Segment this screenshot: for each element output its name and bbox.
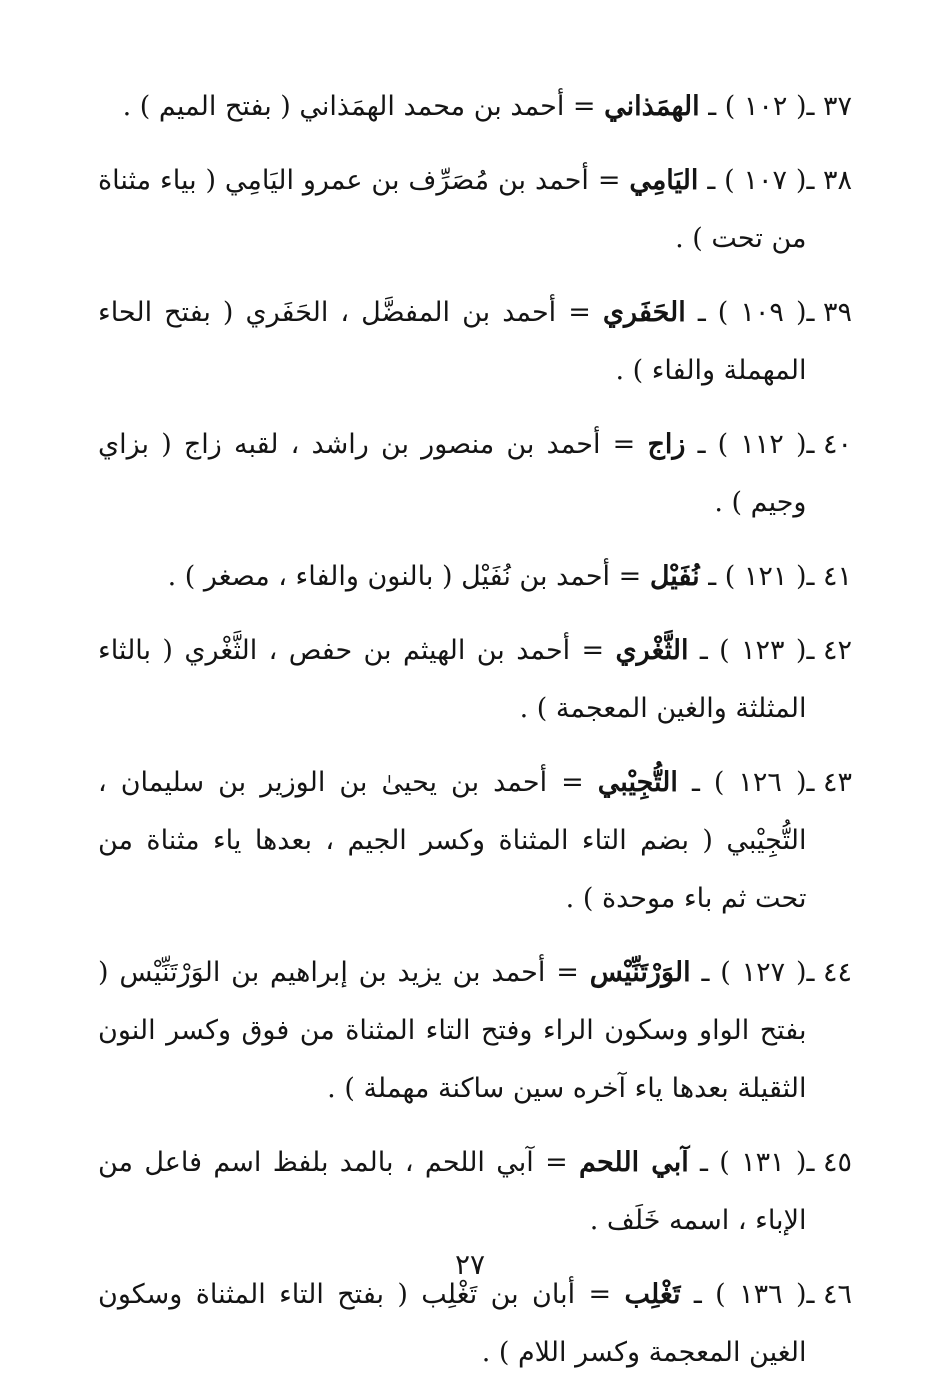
entry-name: زاج — [647, 429, 686, 460]
entry-body — [98, 78, 806, 136]
entry-number: ٤٣ ـ — [806, 767, 852, 798]
entry-43 — [98, 754, 852, 928]
entry-body — [98, 1134, 806, 1250]
entry-reference: ( ١١٢ ) ـ — [697, 429, 807, 460]
entry-text: = أحمد بن منصور بن راشد ، لقبه زاج ( بزاي وجيم ) . — [98, 429, 807, 518]
entry-body — [98, 944, 806, 1118]
entry-body — [98, 548, 806, 606]
entry-name: الوَرْتَنِّيْس — [589, 957, 691, 988]
entry-body — [98, 622, 806, 738]
entry-text: = أحمد بن مُصَرِّف بن عمرو اليَامِي ( بياء مثناة من تحت ) . — [98, 165, 807, 254]
entry-text: = أحمد بن الهيثم بن حفص ، الثَّغْري ( بالثاء المثلثة والغين المعجمة ) . — [98, 635, 807, 724]
entry-body — [98, 152, 806, 268]
entry-44 — [98, 944, 852, 1118]
entry-text: = أحمد بن يزيد بن إبراهيم بن الوَرْتَنِّيْس ( بفتح الواو وسكون الراء وفتح التاء المثناة من فوق وكسر النون الثقيلة بعدها ياء آخره سين ساكنة مهملة ) . — [98, 957, 807, 1104]
entry-42 — [98, 622, 852, 738]
entry-body — [98, 416, 806, 532]
entry-name: اليَامِي — [629, 165, 699, 196]
entry-text: = أبان بن تَغْلِب ( بفتح التاء المثناة وسكون الغين المعجمة وكسر اللام ) . — [98, 1279, 807, 1368]
entry-reference: ( ١٠٧ ) ـ — [707, 165, 807, 196]
entry-body — [98, 754, 806, 928]
entry-reference: ( ١٠٢ ) ـ — [708, 91, 807, 122]
entry-text: = أحمد بن محمد الهمَذاني ( بفتح الميم ) . — [122, 91, 596, 122]
entry-body — [98, 284, 806, 400]
entry-number: ٤٤ ـ — [806, 957, 852, 988]
entry-text: = أحمد بن نُفَيْل ( بالنون والفاء ، مصغر ) . — [167, 561, 642, 592]
entry-37 — [98, 78, 852, 136]
entry-number: ٤٠ ـ — [806, 429, 852, 460]
entry-number: ٣٩ ـ — [806, 297, 852, 328]
entry-name: التُّجِيْبي — [597, 767, 678, 798]
entry-number: ٤٢ ـ — [806, 635, 852, 666]
entry-reference: ( ١٣١ ) ـ — [700, 1147, 807, 1178]
entry-41 — [98, 548, 852, 606]
entry-text: = آبي اللحم ، بالمد بلفظ اسم فاعل من الإباء ، اسمه خَلَف . — [98, 1147, 807, 1236]
entry-reference: ( ١٣٦ ) ـ — [693, 1279, 807, 1310]
entry-46 — [98, 1266, 852, 1382]
entry-name: الحَفَري — [602, 297, 686, 328]
entry-name: الهمَذاني — [604, 91, 700, 122]
entry-body — [98, 1266, 806, 1382]
entry-text: = أحمد بن المفضَّل ، الحَفَري ( بفتح الحاء المهملة والفاء ) . — [98, 297, 807, 386]
entry-number: ٤٦ ـ — [806, 1279, 852, 1310]
entry-name: تَغْلِب — [624, 1279, 681, 1310]
entry-39 — [98, 284, 852, 400]
entry-reference: ( ١٢٣ ) ـ — [699, 635, 807, 666]
entry-reference: ( ١٢١ ) ـ — [708, 561, 807, 592]
entry-number: ٤١ ـ — [806, 561, 852, 592]
entry-name: آبي اللحم — [579, 1147, 689, 1178]
entry-reference: ( ١٠٩ ) ـ — [697, 297, 807, 328]
entry-name: نُفَيْل — [649, 561, 700, 592]
entry-reference: ( ١٢٦ ) ـ — [691, 767, 807, 798]
entry-number: ٤٥ ـ — [806, 1147, 852, 1178]
entry-number: ٣٨ ـ — [806, 165, 852, 196]
entry-number: ٣٧ ـ — [806, 91, 852, 122]
entry-name: الثَّغْري — [615, 635, 689, 666]
page-number: ٢٧ — [454, 1248, 486, 1281]
entry-text: = أحمد بن يحيىٰ بن الوزير بن سليمان ، التُّجِيْبي ( بضم التاء المثناة وكسر الجيم ، بعدها ياء مثناة من تحت ثم باء موحدة ) . — [98, 767, 807, 914]
entry-45 — [98, 1134, 852, 1250]
entry-40 — [98, 416, 852, 532]
entry-list — [98, 78, 852, 1398]
entry-reference: ( ١٢٧ ) ـ — [701, 957, 807, 988]
entry-38 — [98, 152, 852, 268]
